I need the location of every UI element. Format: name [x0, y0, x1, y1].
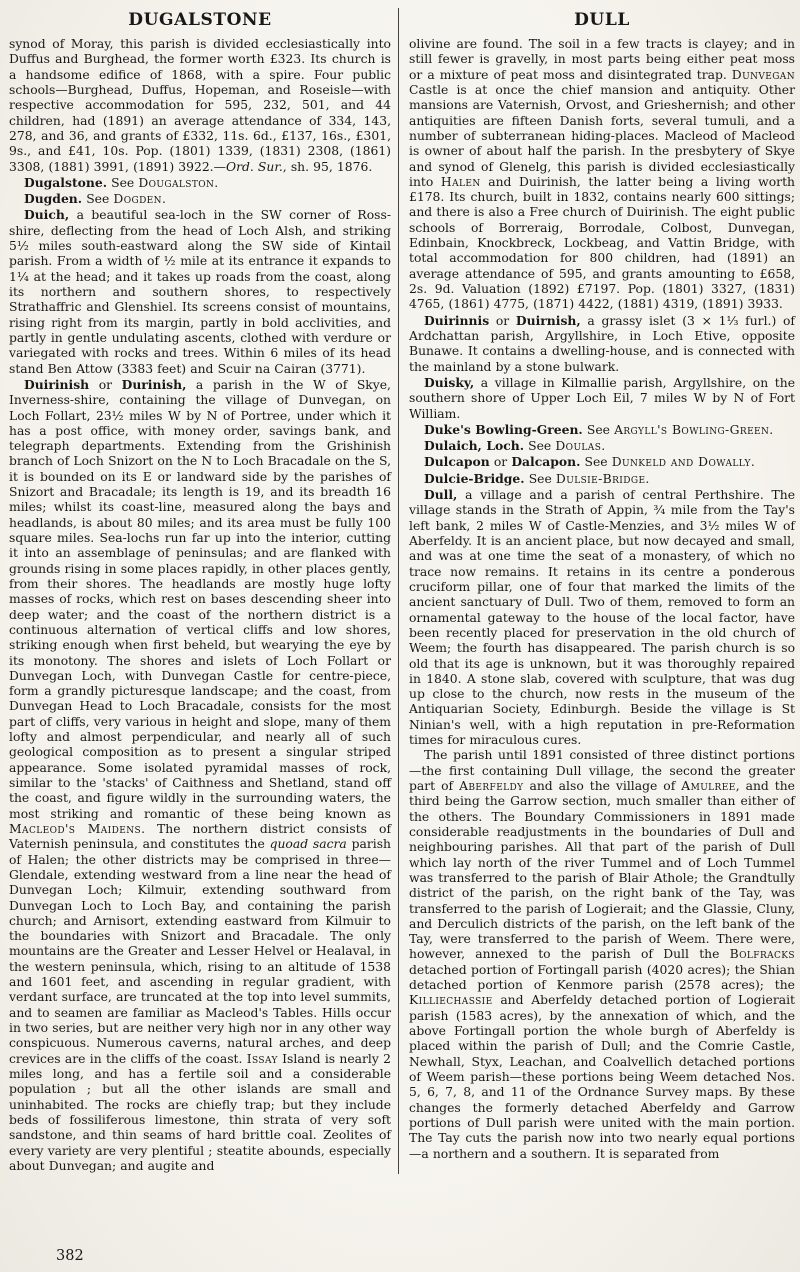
text-segment: a grassy islet (3 × 1⅓ furl.) of Ardchattan parish, Argyllshire, in Loch Etive, opposite Bunawe. It contains a dwelling-house, and is connected with the mainland by a stone bulwark.	[409, 313, 795, 374]
paragraph	[409, 37, 795, 313]
text-segment: Issay	[246, 1051, 278, 1066]
text-segment: See	[524, 471, 556, 486]
paragraph	[409, 471, 795, 487]
text-segment: Amulree	[681, 779, 736, 793]
text-segment: Dugalstone.	[24, 174, 108, 190]
text-segment: Killiechassie	[409, 993, 493, 1008]
text-segment: Dulcie-Bridge.	[424, 470, 525, 486]
paragraph	[409, 422, 795, 438]
text-segment: Dugden.	[24, 191, 83, 207]
page-number: 382	[56, 1248, 84, 1264]
text-segment: Duke's Bowling-Green.	[424, 421, 583, 437]
column-right	[398, 8, 795, 1174]
text-segment: or	[489, 313, 516, 328]
text-segment: Bolfracks	[729, 947, 795, 962]
text-segment: Argyll's Bowling-Green	[614, 422, 770, 437]
column-left	[9, 8, 398, 1174]
text-segment: synod of Moray, this parish is divided ecclesiastically into Duffus and Burghead, the former worth £323. Its church is a handsome edifice of 1868, with a spire. Four public schools—Burghead, Duffus, Hopeman, and Roseisle—with respective accommodation for 595, 232, 501, and 44 children, had (1891) an average attendance of 334, 143, 278, and 36, and grants of £332, 11s. 6d., £137, 16s., £301, 9s., and £41, 10s. Pop. (1801) 1339, (1831) 2308, (1861) 3308, (1881) 3991, (1891) 3922.—	[9, 37, 391, 174]
text-segment: a beautiful sea-loch in the SW corner of Ross-shire, deflecting from the head of Loch Alsh, and striking 5½ miles south-eastward along the SW side of Kintail parish. From a width of ½ mile at its entrance it expands to 1¼ at the head; and it takes up roads from the coast, along its northern and southern shores, to respectively Strathaffric and Glenshiel. Its screens consist of mountains, rising right from its margin, partly in bold acclivities, and partly in gentle undulating ascents, clothed with verdure or variegated with rocks and trees. Within 6 miles of its head stand Ben Attow (3383 feet) and Scuir na Cairan (3771).	[9, 208, 391, 376]
text-segment: Dunkeld and Dowally	[611, 455, 751, 470]
text-segment: Macleod's Maidens	[9, 821, 142, 836]
text-segment: Island is nearly 2 miles long, and has a fertile soil and a considerable population ; but all the other islands are small and uninhabited. The rocks are chiefly trap; but they include beds of fossiliferous limestone, thin strata of very soft sandstone, and thin seams of hard brittle coal. Zeolites of every variety are very plentiful ; steatite abounds, especially about Dunvegan; and augite and	[9, 1051, 391, 1173]
text-segment: and Duirinish, the latter being a living worth £178. Its church, built in 1832, contains nearly 600 sittings; and there is also a Free church of Duirinish. The eight public schools of Borreraig, Borrodale, Colbost, Dunvegan, Edinbain, Knockbreck, Lockbeag, and Vattin Bridge, with total accommodation for 800 children, had (1891) an average attendance of 595, and grants amounting to £658, 2s. 9d. Valuation (1892) £7197. Pop. (1801) 3327, (1831) 4765, (1861) 4775, (1871) 4422, (1881) 4319, (1891) 3933.	[409, 174, 795, 312]
text-segment: .	[601, 439, 606, 454]
text-segment: Duisky,	[424, 374, 475, 390]
paragraph	[9, 377, 391, 1174]
running-head-right: DULL	[574, 10, 630, 30]
text-segment: Durinish,	[121, 376, 187, 392]
text-segment: Dull,	[424, 487, 458, 503]
text-segment: , and the third being the Garrow section, much smaller than either of the others. The Boundary Commissioners in 1891 made considerable readjustments in the boundaries of Dull and neighbouring parishes. All that part of the parish of Dull which lay north of the river Tummel and of Loch Tummel was transferred to the parish of Blair Athole; the Grandtully district of the parish, on the right bank of the Tay, was transferred to the parish of Logierait; and the Glassie, Cluny, and Derculich districts of the parish, on the left bank of the Tay, were transferred to the parish of Weem. There were, however, annexed to the parish of Dull the	[409, 779, 795, 962]
text-segment: Aberfeldy	[459, 779, 524, 793]
text-segment: Duirnish,	[515, 312, 581, 328]
text-segment: olivine are found. The soil in a few tracts is clayey; and in still fewer is gravelly, in most parts being either peat moss or a mixture of peat moss and disintegrated trap.	[409, 37, 795, 82]
paragraph	[409, 748, 795, 1161]
text-segment: . The northern district consists of Vaternish peninsula, and constitutes the	[9, 821, 392, 852]
paragraph	[9, 191, 391, 207]
text-segment: The parish until 1891 consisted of three distinct portions—the first containing Dull village, the second the greater part of	[409, 748, 795, 793]
paragraph	[409, 454, 795, 470]
paragraph	[409, 438, 795, 454]
running-head-left: DUGALSTONE	[128, 10, 272, 30]
text-segment: .	[161, 192, 166, 207]
column-right-text	[409, 37, 795, 1162]
text-segment: or	[489, 455, 512, 470]
text-segment: See	[107, 175, 139, 190]
text-segment: detached portion of Fortingall parish (4020 acres); the Shian detached portion of Kenmore parish (2578 acres); the	[409, 962, 795, 993]
text-segment: Dougalston	[138, 175, 215, 190]
text-segment: See	[580, 455, 612, 470]
text-segment: Halen	[440, 174, 481, 189]
text-segment: Ord. Sur.	[225, 159, 283, 174]
paragraph	[409, 313, 795, 375]
text-segment: Dogden	[113, 192, 162, 207]
text-segment: See	[582, 422, 615, 437]
text-segment: .	[645, 471, 650, 486]
text-segment: .	[769, 422, 774, 437]
text-segment: See	[82, 192, 114, 207]
text-segment: Dulcapon	[424, 454, 490, 470]
text-segment: a village in Kilmallie parish, Argyllshire, on the southern shore of Upper Loch Eil, 7 miles W by N of Fort William.	[409, 375, 795, 421]
text-segment: , sh. 95, 1876.	[282, 159, 373, 174]
paragraph	[9, 207, 391, 376]
text-segment: Dunvegan	[731, 67, 795, 82]
text-segment: parish of Halen; the other districts may be comprised in three—Glendale, extending westward from a line near the head of Dunvegan Loch; Kilmuir, extending southward from Dunvegan Loch to Loch Bay, and containing the parish church; and Arnisort, extending eastward from Kilmuir to the boundaries with Snizort and Bracadale. The only mountains are the Greater and Lesser Helvel or Healaval, in the western peninsula, which, rising to an altitude of 1538 and 1601 feet, and ascending in regular gradient, with verdant surface, are truncated at the top into level summits, and to seamen are familiar as Macleod's Tables. Hills occur in two series, but are neither very high nor in any other way conspicuous. Numerous caverns, natural arches, and deep crevices are in the cliffs of the coast.	[9, 837, 391, 1066]
text-segment: Dulsie-Bridge	[555, 471, 646, 486]
column-left-text	[9, 37, 391, 1174]
text-segment: Duich,	[24, 207, 70, 223]
text-segment: a parish in the W of Skye, Inverness-shire, containing the village of Dunvegan, on Loch Follart, 23½ miles W by N of Portree, under which it has a post office, with money order, savings bank, and telegraph departments. Extending from the Grishinish branch of Loch Snizort on the N to Loch Bracadale on the S, it is bounded on its E or landward side by the parishes of Snizort and Bracadale; its length is 19, and its breadth 16 miles; whilst its coast-line, measured along the bays and headlands, is about 80 miles; and its area must be fully 100 square miles. Sea-lochs run far up into the interior, cutting it into an assemblage of peninsulas; and are flanked with grounds rising in some places rapidly, in other places gently, from their shores. The headlands are mostly huge lofty masses of rocks, which rest on bases descending sheer into deep water; and the coast of the northern district is a continuous alternation of vertical cliffs and low shores, striking enough when first beheld, but wearying the eye by its monotony. The shores and islets of Loch Follart or Dunvegan Loch, with Dunvegan Castle for centre-piece, form a grandly picturesque landscape; and the coast, from Dunvegan Head to Loch Bracadale, consists for the most part of cliffs, very various in height and slope, many of them lofty and almost perpendicular, and nearly all of such geological composition as to present a singular striped appearance. Some isolated pyramidal masses of rock, similar to the 'stacks' of Caithness and Shetland, stand off the coast, and figure wildly in the surrounding waters, the most striking and romantic of these being known as	[9, 377, 391, 821]
text-segment: and Aberfeldy detached portion of Logierait parish (1583 acres), by the annexation of which, and the above Fortingall portion the whole burgh of Aberfeldy is placed within the parish of Dull; and the Comrie Castle, Newhall, Styx, Leachan, and Coalvellich detached portions of Weem parish—these portions being Weem detached Nos. 5, 6, 7, 8, and 11 of the Ordnance Survey maps. By these changes the formerly detached Aberfeldy and Garrow portions of Dull parish were united with the main portion. The Tay cuts the parish now into two nearly equal portions —a northern and a southern. It is separated from	[409, 993, 795, 1161]
text-segment: a village and a parish of central Perthshire. The village stands in the Strath of Appin, ¾ mile from the Tay's left bank, 2 miles W of Castle-Menzies, and 3½ miles W of Aberfeldy. It is an ancient place, but now decayed and small, and was at one time the seat of a monastery, of which no trace now remains. It retains in its centre a ponderous cruciform pillar, one of four that marked the limits of the ancient sanctuary of Dull. Two of them, removed to form an ornamental gateway to the house of the local factor, have been recently placed for preservation in the old church of Weem; the fourth has disappeared. The parish church is so old that its age is unknown, but it was thoroughly repaired in 1840. A stone slab, covered with sculpture, that was dug up close to the church, now rests in the museum of the Antiquarian Society, Edinburgh. Beside the village is St Ninian's well, with a high reputation in pre-Reformation times for miraculous cures.	[409, 488, 795, 748]
text-segment: Castle is at once the chief mansion and antiquity. Other mansions are Vaternish, Orvost, and Grieshernish; and other antiquities are fifteen Danish forts, several tumuli, and a number of subterranean hiding-places. Macleod of Macleod is owner of about half the parish. In the presbytery of Skye and synod of Glenelg, this parish is divided ecclesiastically into	[409, 82, 795, 189]
paragraph	[409, 487, 795, 748]
paragraph	[9, 175, 391, 191]
text-segment: Dalcapon.	[511, 454, 581, 470]
paragraph	[409, 375, 795, 422]
text-segment: See	[524, 439, 556, 454]
text-segment: Duirinnis	[424, 312, 490, 328]
text-segment: .	[750, 455, 755, 470]
text-segment: and also the village of	[523, 779, 682, 793]
text-segment: .	[214, 175, 219, 190]
text-segment: Duirinish	[24, 376, 90, 392]
text-segment: Doulas	[555, 439, 602, 454]
text-segment: quoad sacra	[269, 837, 347, 852]
text-segment: or	[89, 377, 122, 392]
paragraph	[9, 37, 391, 175]
text-segment: Dulaich, Loch.	[424, 438, 525, 454]
